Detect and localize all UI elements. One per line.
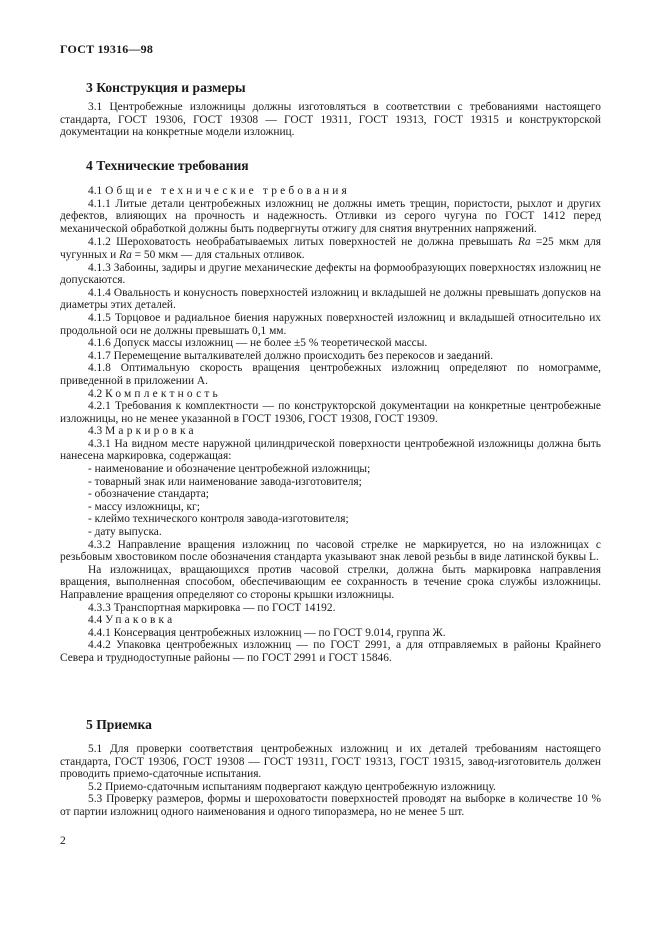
section-3-title: 3 Конструкция и размеры xyxy=(86,80,246,95)
paragraph-4-1-5: 4.1.5 Торцовое и радиальное биения наружных поверхностей изложниц и вкладышей относительно их продольной оси не должны превышать 0,1 мм. xyxy=(60,311,601,337)
paragraph-4-2-1: 4.2.1 Требования к комплектности — по конструкторской документации на конкретные центробежные изложницы, но не менее указанной в ГОСТ 19306, ГОСТ 19308, ГОСТ 19309. xyxy=(60,400,601,425)
marking-list xyxy=(60,463,601,539)
list-item: - обозначение стандарта; xyxy=(88,488,209,501)
paragraph-4-1-2 xyxy=(60,236,601,261)
paragraph-4-3-1: 4.3.1 На видном месте наружной цилиндрической поверхности центробежной изложницы должна быть нанесена маркировка, содержащая: xyxy=(60,437,601,463)
paragraph-4-3-2: 4.3.2 Направление вращения изложниц по часовой стрелке не маркируется, но на изложницах с резьбовым хвостовиком после обозначения стандарта указывают знак левой резьбы в виде латинской буквы L. xyxy=(60,538,601,564)
paragraph-3-1: 3.1 Центробежные изложницы должны изготовляться в соответствии с требованиями настоящего стандарта, ГОСТ 19306, ГОСТ 19308 — ГОСТ 19311, ГОСТ 19313, ГОСТ 19315 и конструкторской документации на конкретные модели изложниц. xyxy=(60,101,601,139)
subheading-4-3 xyxy=(60,425,601,438)
section-3-body xyxy=(60,101,601,139)
subheading-4-2 xyxy=(60,388,601,401)
list-item: - наименование и обозначение центробежной изложницы; xyxy=(88,463,371,476)
text-run: = 50 мкм — для стальных отливок. xyxy=(131,248,305,261)
paragraph-4-1-6: 4.1.6 Допуск массы изложниц — не более ±5 % теоретической массы. xyxy=(88,337,428,350)
paragraph-5-2: 5.2 Приемо-сдаточным испытаниям подвергают каждую центробежную изложницу. xyxy=(88,780,496,793)
section-5-body xyxy=(60,743,601,819)
paragraph-4-3-2-continued: На изложницах, вращающихся против часовой стрелки, должна быть маркировка направления вращения, выполненная способом, обеспечивающим ее сохранность в течение срока службы изложницы. Направление вращения определяют со стороны крышки изложницы. xyxy=(60,563,601,601)
subheading-text: Упаковка xyxy=(105,614,176,627)
paragraph-4-1-3: 4.1.3 Забоины, задиры и другие механические дефекты на формообразующих поверхностях изложниц не допускаются. xyxy=(60,261,601,287)
section-4-body xyxy=(60,185,601,665)
list-item: - дату выпуска. xyxy=(88,526,162,539)
list-item: - товарный знак или наименование завода-изготовителя; xyxy=(88,475,362,488)
list-item: - массу изложницы, кг; xyxy=(88,500,200,513)
paragraph-4-1-7: 4.1.7 Перемещение выталкивателей должно происходить без перекосов и заеданий. xyxy=(88,349,494,362)
paragraph-4-1-4: 4.1.4 Овальность и конусность поверхностей изложниц и вкладышей не должны превышать допусков на диаметры этих деталей. xyxy=(60,286,601,312)
page-number: 2 xyxy=(60,835,66,847)
roughness-symbol: Ra xyxy=(517,236,531,249)
subheading-text: Общие технические требования xyxy=(105,185,351,197)
paragraph-4-3-3: 4.3.3 Транспортная маркировка — по ГОСТ 14192. xyxy=(88,601,336,614)
subheading-number: 4.2 xyxy=(88,387,103,400)
roughness-symbol: Ra xyxy=(119,248,132,261)
subheading-4-4 xyxy=(60,614,601,627)
paragraph-5-3: 5.3 Проверку размеров, формы и шероховатости поверхностей проводят на выборке в количестве 10 % от партии изложниц одного наименования и одного типоразмера, но не менее 5 шт. xyxy=(60,793,601,818)
subheading-4-1 xyxy=(60,185,601,198)
list-item: - клеймо технического контроля завода-изготовителя; xyxy=(88,513,349,526)
paragraph-4-1-8: 4.1.8 Оптимальную скорость вращения центробежных изложниц определяют по номограмме, приведенной в приложении А. xyxy=(60,362,601,387)
paragraph-4-4-2: 4.4.2 Упаковка центробежных изложниц — по ГОСТ 2991, а для отправляемых в районы Крайнего Севера и труднодоступные районы — по ГОСТ 2991 и ГОСТ 15846. xyxy=(60,639,601,664)
subheading-number: 4.1 xyxy=(88,185,103,197)
paragraph-4-4-1: 4.4.1 Консервация центробежных изложниц — по ГОСТ 9.014, группа Ж. xyxy=(88,626,446,639)
text-run: 4.1.2 Шероховатость необрабатываемых литых поверхностей не должна превышать xyxy=(88,236,518,249)
subheading-number: 4.3 xyxy=(88,425,103,438)
section-5-title: 5 Приемка xyxy=(86,717,152,732)
document-code: ГОСТ 19316—98 xyxy=(60,42,154,56)
paragraph-4-1-1: 4.1.1 Литые детали центробежных изложниц не должны иметь трещин, пористости, рыхлот и других дефектов, влияющих на прочность и надежность. Отливки из серого чугуна по ГОСТ 1412 перед механической обработкой должны быть подвергнуты отжигу для снятия внутренних напряжений. xyxy=(60,197,601,235)
paragraph-5-1: 5.1 Для проверки соответствия центробежных изложниц и их деталей требованиям настоящего стандарта, ГОСТ 19306, ГОСТ 19308 — ГОСТ 19311, ГОСТ 19313, ГОСТ 19315, завод-изготовитель должен проводить приемо-сдаточные испытания. xyxy=(60,743,601,781)
text-run: =25 мкм для чугунных и xyxy=(60,236,601,261)
subheading-number: 4.4 xyxy=(88,614,103,627)
section-4-title: 4 Технические требования xyxy=(86,158,249,173)
subheading-text: Маркировка xyxy=(105,425,197,438)
subheading-text: Комплектность xyxy=(105,387,221,400)
